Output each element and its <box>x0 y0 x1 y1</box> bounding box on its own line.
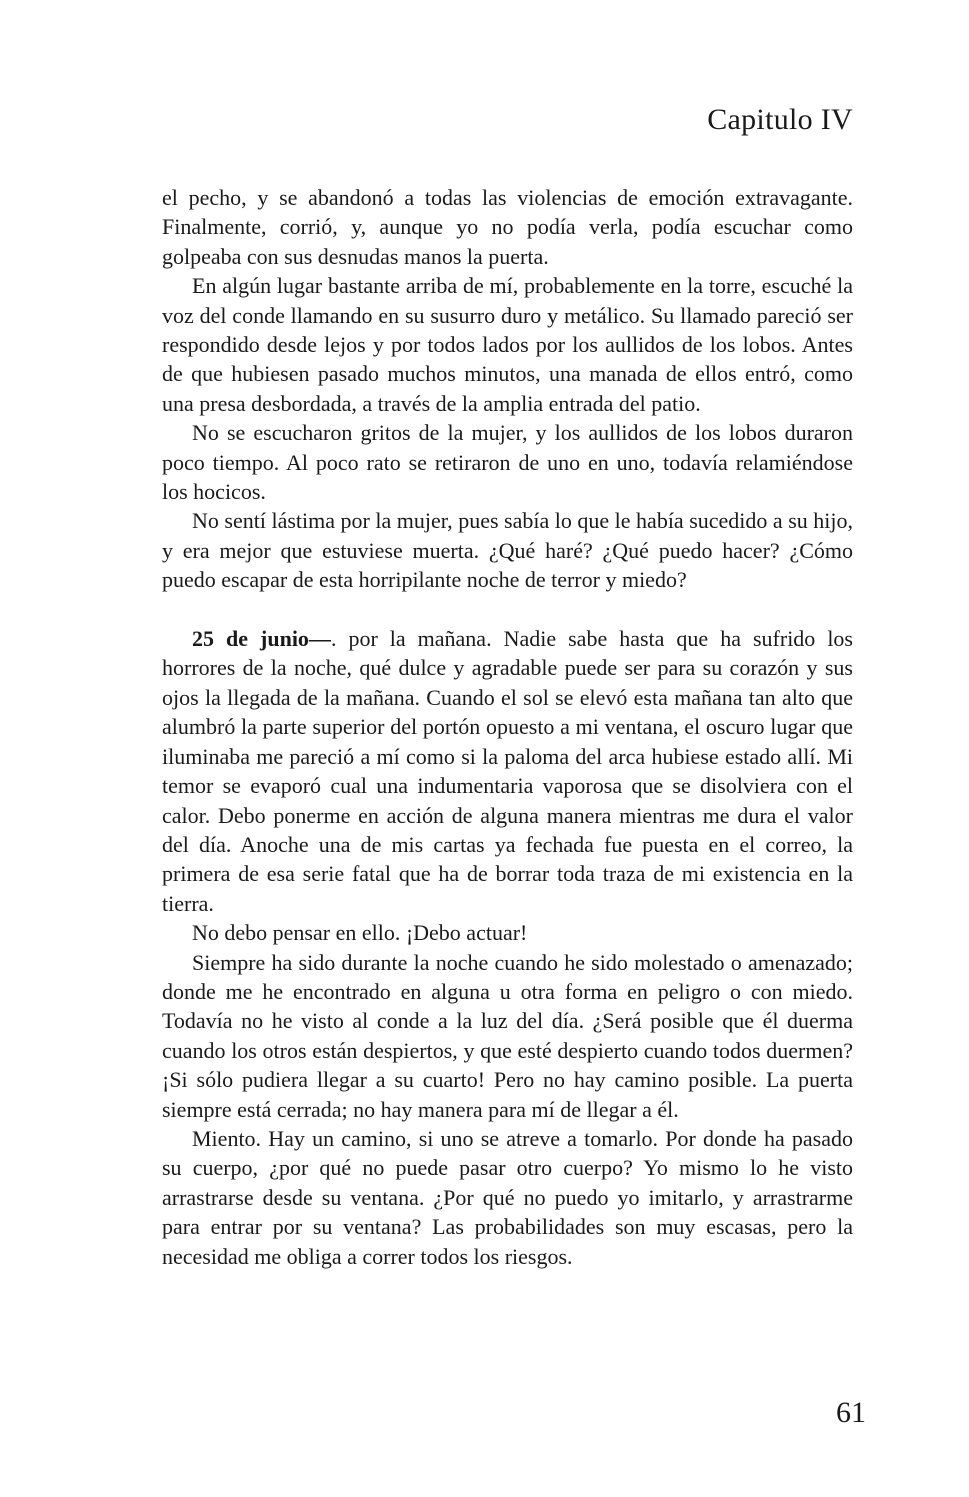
diary-entry <box>162 624 853 918</box>
paragraph: Siempre ha sido durante la noche cuando he sido molestado o amenazado; donde me he encontrado en alguna u otra forma en peligro o con miedo. Todavía no he visto al conde a la luz del día. ¿Será posible que él duerma cuando los otros están despiertos, y que esté despierto cuando todos duermen? ¡Si sólo pudiera llegar a su cuarto! Pero no hay camino posible. La puerta siempre está cerrada; no hay manera para mí de llegar a él. <box>162 949 853 1122</box>
paragraph: No debo pensar en ello. ¡Debo actuar! <box>192 920 528 946</box>
entry-text: . por la mañana. Nadie sabe hasta que ha sufrido los horrores de la noche, qué dulce y agradable puede ser para su corazón y sus ojos la llegada de la mañana. Cuando el sol se elevó esta mañana tan alto que alumbró la parte superior del portón opuesto a mi ventana, el oscuro lugar que iluminaba me pareció a mí como si la paloma del arca hubiese estado allí. Mi temor se evaporó cual una indumentaria vaporosa que se disolviera con el calor. Debo ponerme en acción de alguna manera mientras me dura el valor del día. Anoche una de mis cartas ya fechada fue puesta en el correo, la primera de esa serie fatal que ha de borrar toda traza de mi existencia en la tierra. <box>162 626 853 916</box>
paragraph: No se escucharon gritos de la mujer, y los aullidos de los lobos duraron poco tiempo. Al poco rato se retiraron de uno en uno, todavía relamiéndose los hocicos. <box>162 420 853 505</box>
paragraph: En algún lugar bastante arriba de mí, probablemente en la torre, escuché la voz del conde llamando en su susurro duro y metálico. Su llamado pareció ser respondido desde lejos y por todos lados por los aullidos de los lobos. Antes de que hubiesen pasado muchos minutos, una manada de ellos entró, como una presa desbordada, a través de la amplia entrada del patio. <box>162 273 853 416</box>
paragraph-continuation: el pecho, y se abandonó a todas las violencias de emoción extravagante. Finalmente, corrió, y, aunque yo no podía verla, podía escuchar como golpeaba con sus desnudas manos la puerta. <box>162 185 853 269</box>
entry-date: 25 de junio— <box>192 626 331 652</box>
paragraph: No sentí lástima por la mujer, pues sabía lo que le había sucedido a su hijo, y era mejor que estuviese muerta. ¿Qué haré? ¿Qué puedo hacer? ¿Cómo puedo escapar de esta horripilante noche de terror y miedo? <box>162 508 853 593</box>
page-number: 61 <box>836 1396 866 1429</box>
page-body <box>162 183 853 1271</box>
paragraph: Miento. Hay un camino, si uno se atreve a tomarlo. Por donde ha pasado su cuerpo, ¿por qué no puede pasar otro cuerpo? Yo mismo lo he visto arrastrarse desde su ventana. ¿Por qué no puedo yo imitarlo, y arrastrarme para entrar por su ventana? Las probabilidades son muy escasas, pero la necesidad me obliga a correr todos los riesgos. <box>162 1125 853 1269</box>
chapter-title: Capitulo IV <box>707 103 853 136</box>
